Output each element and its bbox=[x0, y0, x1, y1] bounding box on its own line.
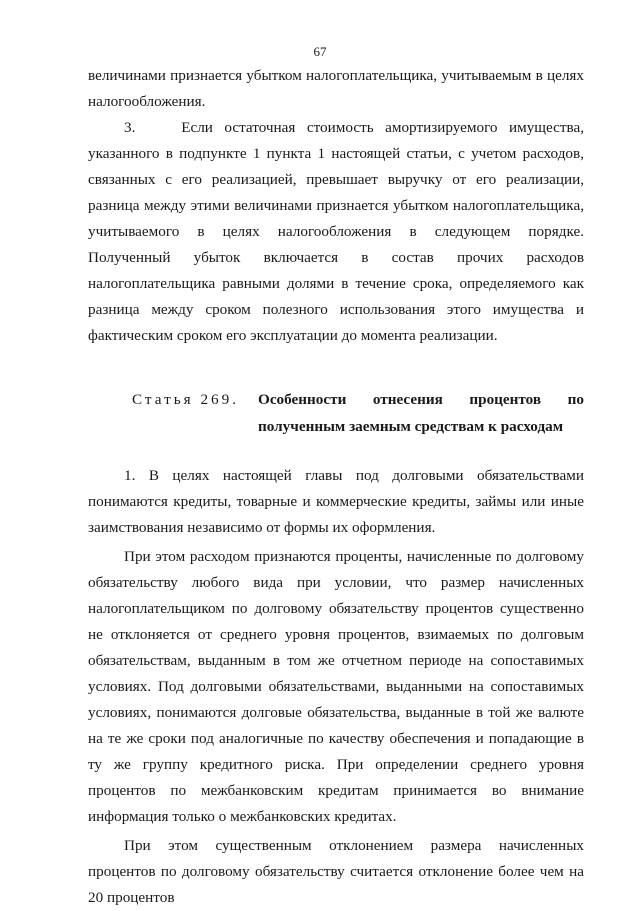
lower-text-block bbox=[88, 463, 584, 911]
page-number: 67 bbox=[313, 44, 327, 59]
paragraph-significant-deviation: При этом существенным отклонением размера начисленных процентов по долговому обязательству считается отклонение более чем на 20 процентов bbox=[88, 837, 584, 906]
paragraph-item-1: 1. В целях настоящей главы под долговыми обязательствами понимаются кредиты, товарные и коммерческие кредиты, займы или иные заимствования независимо от формы их оформления. bbox=[88, 467, 584, 536]
paragraph-continuation: величинами признается убытком налогоплательщика, учитываемым в целях налогообложения. bbox=[88, 67, 584, 110]
article-title: Особенности отнесения процентов по полученным заемным средствам к расходам bbox=[258, 391, 584, 435]
paragraph-item-3: 3. Если остаточная стоимость амортизируемого имущества, указанного в подпункте 1 пункта 1 настоящей статьи, с учетом расходов, связанных с его реализацией, превышает выручку от его реализации, разница между этими величинами признается убытком налогоплательщика, учитываемого в целях налогообложения в следующем порядке. Полученный убыток включается в состав прочих расходов налогоплательщика равными долями в течение срока, определяемого как разница между сроком полезного использования этого имущества и фактическим сроком его эксплуатации до момента реализации. bbox=[88, 119, 588, 344]
top-text-block bbox=[88, 63, 588, 349]
article-label: Статья 269. bbox=[132, 391, 240, 408]
paragraph-interest-expense: При этом расходом признаются проценты, начисленные по долговому обязательству любого вида при условии, что размер начисленных налогоплательщиком по долговому обязательству процентов существенно не отклоняется от среднего уровня процентов, взимаемых по долговым обязательствам, выданным в том же отчетном периоде на сопоставимых условиях. Под долговыми обязательствами, выданными на сопоставимых условиях, понимаются долговые обязательства, выданные в той же валюте на те же сроки под аналогичные по качеству обеспечения и попадающие в ту же группу кредитного риска. При определении среднего уровня процентов по межбанковским кредитам принимается во внимание информация только о межбанковских кредитах. bbox=[88, 548, 584, 825]
